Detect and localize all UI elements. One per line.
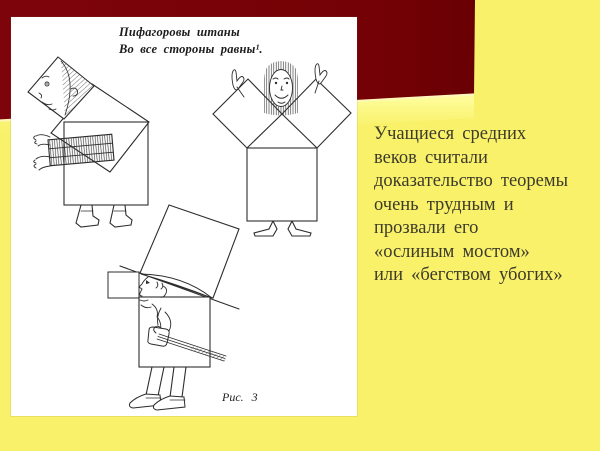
- figure-cheerful-pythagoras: [213, 61, 351, 236]
- paragraph-1-line-2: веков считали: [374, 147, 488, 168]
- body-text: [374, 123, 589, 288]
- paragraph-1-line-4: очень трудным и: [374, 194, 514, 215]
- figure-caption: Рис. 3: [222, 390, 258, 404]
- figure-panel: [11, 17, 357, 416]
- panel-caption-line2: Во все стороны равны¹.: [119, 42, 263, 56]
- paragraph-1: [374, 123, 589, 241]
- figure-grumpy-pythagoras: [28, 57, 149, 227]
- paragraph-1-line-5: прозвали его: [374, 218, 479, 238]
- panel-caption-line1: Пифагоровы штаны: [119, 25, 240, 39]
- paragraph-1-line-3: доказательство теоремы: [374, 171, 569, 191]
- paragraph-3: или «бегством убогих»: [374, 265, 563, 285]
- figure-old-man-pythagoras: [108, 205, 239, 410]
- paragraph-1-line-1: Учащиеся средних: [374, 124, 527, 144]
- pythagoras-cartoon: [11, 17, 357, 416]
- panel-caption: [119, 24, 339, 58]
- paragraph-2: «ослиным мостом»: [374, 241, 530, 262]
